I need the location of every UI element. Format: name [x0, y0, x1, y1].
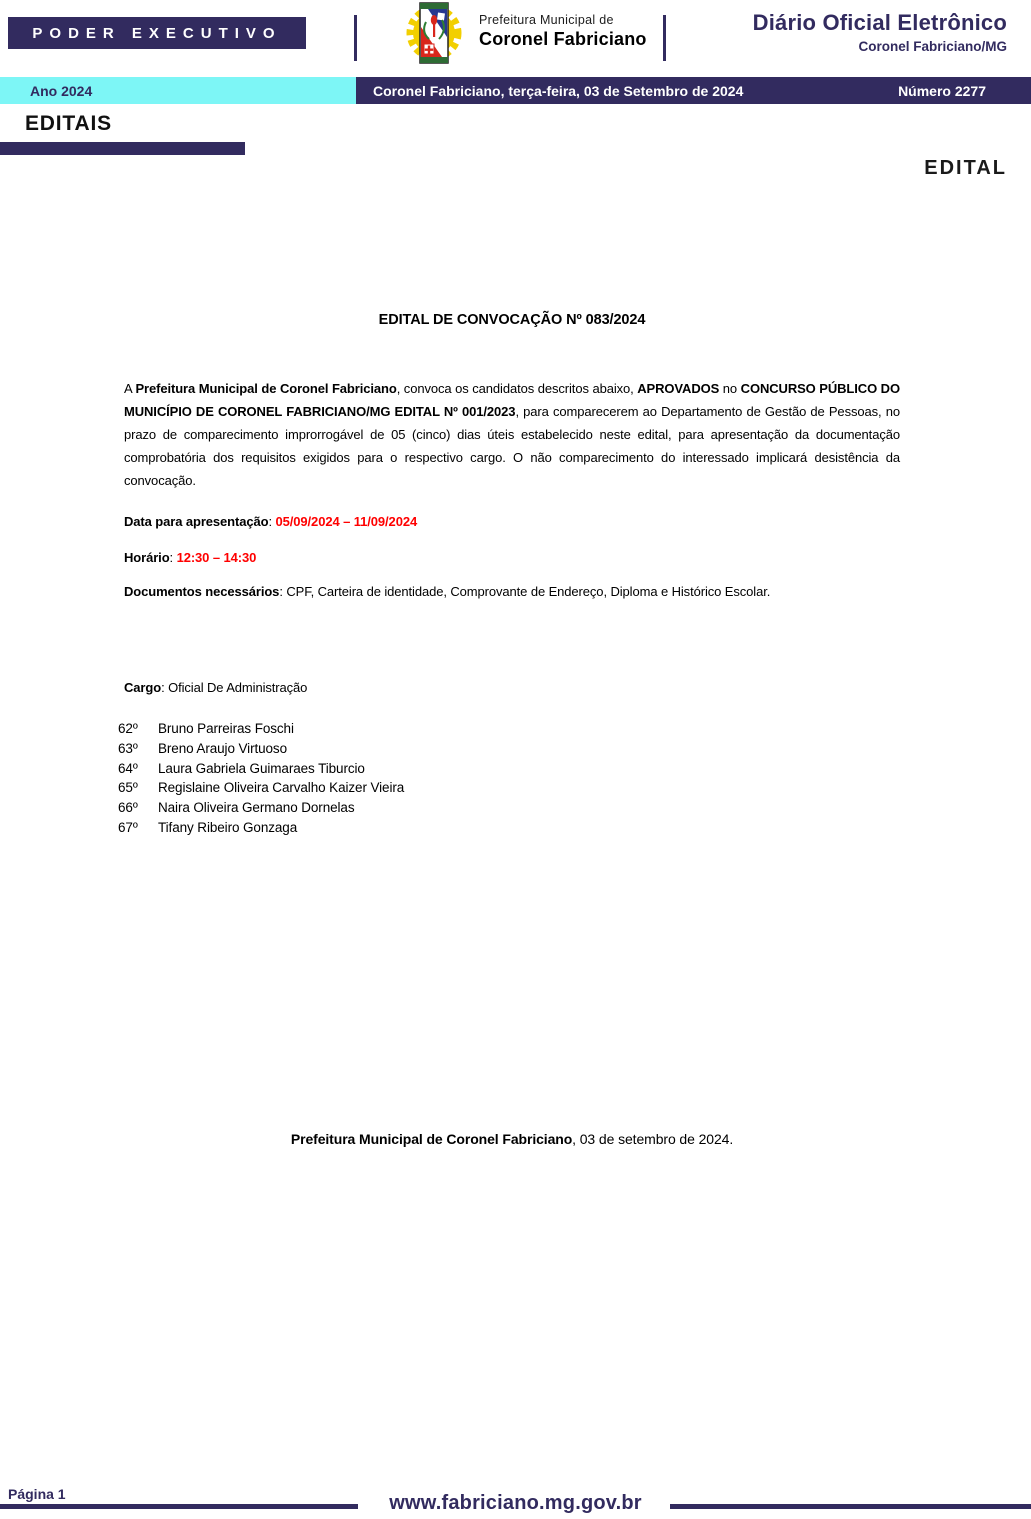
header-divider-left: [354, 15, 357, 61]
candidate-rank: 67º: [118, 819, 138, 835]
para-text-1: A: [124, 381, 136, 396]
candidate-list: [118, 719, 894, 838]
position-separator: :: [161, 680, 169, 695]
position-label: Cargo: [124, 680, 162, 695]
candidate-row: [118, 719, 894, 739]
issue-info-bar: [0, 77, 1031, 104]
edital-corner-label: EDITAL: [924, 157, 1007, 179]
issue-year: Ano 2024: [30, 82, 93, 99]
org-line2: Coronel Fabriciano: [479, 29, 647, 49]
candidate-rank: 66º: [118, 800, 138, 816]
candidate-name: Tifany Ribeiro Gonzaga: [158, 819, 298, 835]
issue-date-cell: [356, 77, 1031, 104]
issue-date: Coronel Fabriciano, terça-feira, 03 de Setembro de 2024: [373, 82, 744, 99]
candidate-row: [118, 759, 894, 779]
para-text-3: no: [719, 381, 741, 396]
para-text-4: , para comparecerem ao Departamento de Gestão de Pessoas, no prazo de comparecimento improrrogável de 05 (cinco) dias úteis estabelecido neste edital, para apresentação da documentação comprobatória dos requisitos exigidos para o respectivo cargo. O não comparecimento do interessado implicará desistência da convocação.: [124, 404, 900, 488]
edital-title: EDITAL DE CONVOCAÇÃO Nº 083/2024: [378, 312, 646, 328]
para-bold-3: CONCURSO PÚBLICO DO MUNICÍPIO DE CORONEL FABRICIANO/MG EDITAL Nº 001/2023: [124, 381, 900, 419]
edital-paragraph: [124, 377, 900, 492]
required-documents-line: [124, 584, 900, 599]
header-divider-right: [663, 15, 666, 61]
schedule-label: Horário: [124, 550, 170, 565]
candidate-row: [118, 778, 894, 798]
candidate-rank: 62º: [118, 721, 138, 736]
signature-entity: Prefeitura Municipal de Coronel Fabriciano: [290, 1131, 573, 1147]
signature-date: , 03 de setembro de 2024.: [572, 1131, 734, 1147]
footer-website-url: www.fabriciano.mg.gov.br: [389, 1492, 642, 1514]
journal-subtitle: Coronel Fabriciano/MG: [858, 39, 1007, 54]
journal-masthead: [753, 10, 1007, 54]
candidate-rank: 64º: [118, 760, 138, 776]
documents-separator: :: [279, 584, 287, 599]
para-text-2: , convoca os candidatos descritos abaixo,: [396, 381, 638, 396]
candidate-rank: 63º: [118, 740, 138, 756]
candidate-name: Regislaine Oliveira Carvalho Kaizer Vieira: [158, 780, 405, 796]
candidate-row: [118, 818, 894, 838]
para-bold-1: Prefeitura Municipal de Coronel Fabriciano: [135, 381, 397, 396]
municipal-coat-of-arms-icon: [398, 1, 470, 72]
candidate-name: Breno Araujo Virtuoso: [158, 740, 287, 756]
poder-executivo-label: PODER EXECUTIVO: [32, 24, 282, 42]
documents-value: CPF, Carteira de identidade, Comprovante de Endereço, Diploma e Histórico Escolar.: [286, 584, 771, 599]
journal-title: Diário Oficial Eletrônico: [752, 10, 1007, 35]
position-line: [124, 680, 900, 695]
issue-number: Número 2277: [898, 82, 986, 99]
presentation-separator: :: [268, 514, 276, 529]
candidate-name: Bruno Parreiras Foschi: [158, 721, 294, 736]
schedule-separator: :: [169, 550, 177, 565]
candidate-rank: 65º: [118, 780, 138, 796]
para-bold-2: APROVADOS: [637, 381, 720, 396]
documents-label: Documentos necessários: [124, 584, 280, 599]
signature-line: [124, 1131, 900, 1147]
page-number: Página 1: [8, 1486, 66, 1502]
section-rule: [0, 142, 245, 155]
presentation-date-line: [124, 514, 900, 529]
position-value: Oficial De Administração: [168, 680, 308, 695]
candidate-name: Naira Oliveira Germano Dornelas: [158, 800, 355, 816]
schedule-value: 12:30 – 14:30: [176, 550, 257, 565]
candidate-name: Laura Gabriela Guimaraes Tiburcio: [158, 760, 365, 776]
presentation-value: 05/09/2024 – 11/09/2024: [275, 514, 418, 529]
presentation-label: Data para apresentação: [124, 514, 269, 529]
organization-name: [479, 13, 647, 50]
schedule-line: [124, 550, 900, 565]
candidate-row: [118, 739, 894, 759]
issue-year-cell: [0, 77, 356, 104]
section-heading: EDITAIS: [25, 112, 112, 135]
org-line1: Prefeitura Municipal de: [479, 13, 614, 27]
candidate-row: [118, 798, 894, 818]
poder-executivo-banner: [8, 17, 306, 49]
